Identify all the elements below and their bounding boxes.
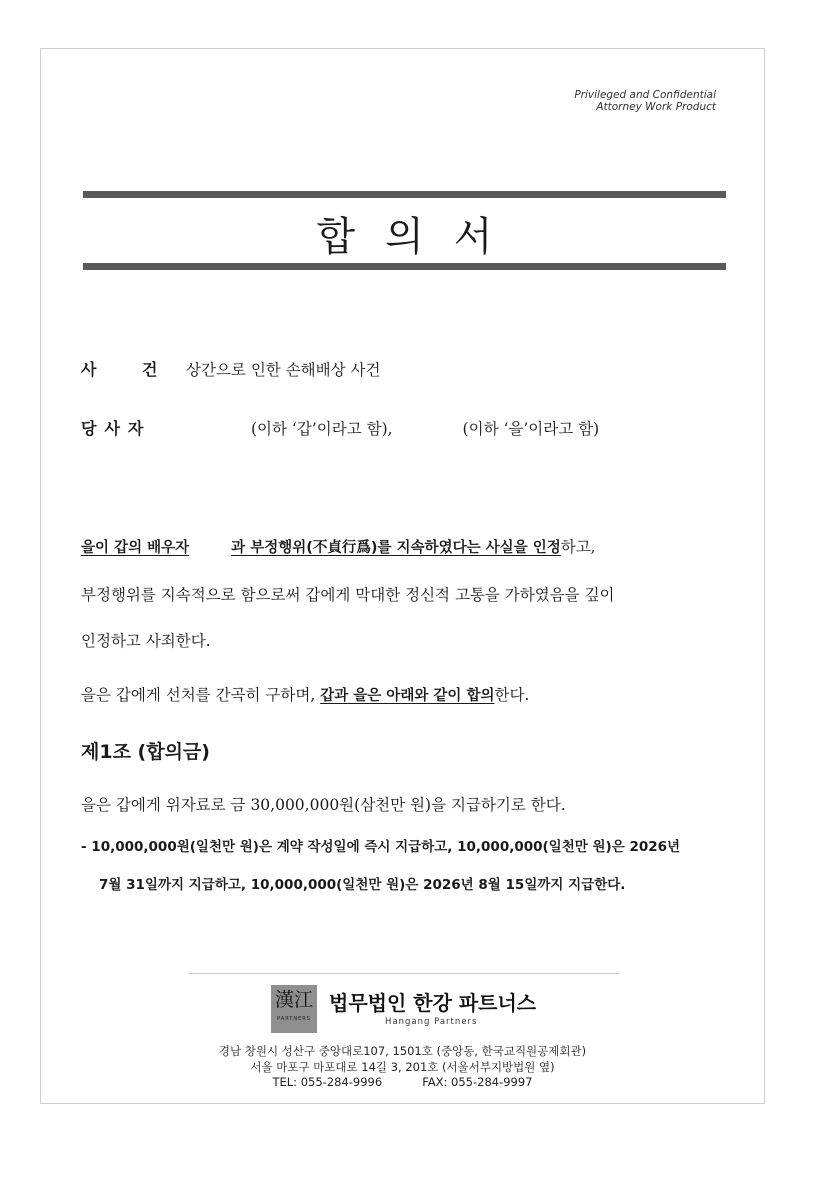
- address-seoul: 서울 마포구 마포대로 14길 3, 201호 (서울서부지방법원 옆): [250, 1060, 555, 1074]
- title-bar-bottom: [83, 263, 726, 270]
- address-changwon: 경남 창원시 성산구 중앙대로107, 1501호 (중앙동, 한국교직원공제회관): [218, 1044, 587, 1058]
- parties-row: [81, 416, 599, 439]
- logo-text: 漢江: [274, 989, 313, 1011]
- parties-label: 당사자: [81, 419, 152, 438]
- leniency-text: 을은 갑에게 선처를 간곡히 구하며,: [81, 686, 321, 704]
- tel-number: TEL: 055-284-9996: [272, 1075, 383, 1089]
- case-row: [81, 357, 380, 380]
- contact-line: [41, 1075, 764, 1089]
- payment-schedule-line-2: 7월 31일까지 지급하고, 10,000,000(일천만 원)은 2026년 8월 15일까지 지급한다.: [99, 877, 626, 893]
- case-value: 상간으로 인한 손해배상 사건: [186, 361, 381, 379]
- firm-logo: [271, 985, 317, 1033]
- party-b: (이하 ‘을’이라고 함): [462, 420, 600, 438]
- payment-schedule-line-1: - 10,000,000원(일천만 원)은 계약 작성일에 즉시 지급하고, 10,000,000(일천만 원)은 2026년: [81, 839, 681, 855]
- agreement-text: 갑과 을은 아래와 같이 합의: [320, 688, 495, 704]
- article-1-paragraph: 을은 갑에게 위자료로 금 30,000,000원(삼천만 원)을 지급하기로 한다.: [81, 796, 566, 814]
- document-page: [40, 48, 765, 1104]
- body-paragraph-2: 부정행위를 지속적으로 함으로써 갑에게 막대한 정신적 고통을 가하였음을 깊이: [81, 586, 615, 604]
- logo-subtext: PARTNERS: [277, 1016, 311, 1022]
- case-label: 사 건: [81, 360, 178, 379]
- body-paragraph-4: [81, 683, 731, 705]
- firm-name: 법무법인 한강 파트너스: [329, 991, 537, 1015]
- title-bar-top: [83, 191, 726, 198]
- admission-part-1: 을이 갑의 배우자: [81, 540, 190, 556]
- body-paragraph-1: [81, 535, 731, 557]
- admission-part-2: 과 부정행위(不貞行爲)를 지속하였다는 사실을 인정: [231, 540, 561, 556]
- confidential-line1: Privileged and Confidential: [574, 89, 716, 101]
- article-1-heading: 제1조 (합의금): [81, 741, 210, 763]
- firm-name-english: Hangang Partners: [385, 1017, 478, 1027]
- party-a: (이하 ‘갑’이라고 함),: [251, 420, 393, 438]
- fax-number: FAX: 055-284-9997: [422, 1075, 533, 1089]
- agreement-end: 한다.: [494, 686, 530, 704]
- body-paragraph-3: 인정하고 사죄한다.: [81, 632, 211, 650]
- confidentiality-notice: [574, 89, 716, 113]
- footer-divider: [189, 973, 619, 974]
- confidential-line2: Attorney Work Product: [596, 101, 716, 113]
- document-title: 합의서: [316, 214, 523, 260]
- admission-part-3: 하고,: [560, 538, 596, 556]
